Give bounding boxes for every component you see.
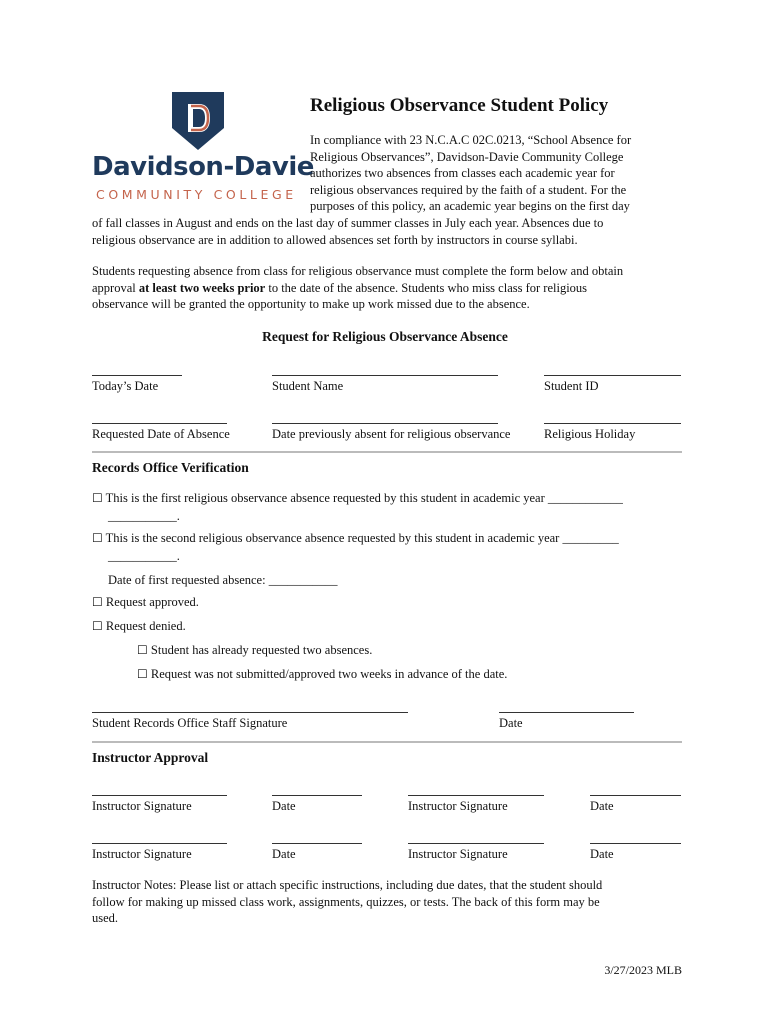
instructor-approval-heading: Instructor Approval [92,750,209,765]
student-name-field[interactable] [272,375,498,376]
two-weeks-emphasis: at least two weeks prior [138,280,266,295]
section-divider [92,741,682,743]
denied-reason-two-absences[interactable]: ☐ Student has already requested two absences. [137,643,373,657]
intro-line: Religious Observances”, Davidson-Davie Community College [310,149,624,164]
notes-line: used. [92,911,119,925]
intro-line: of fall classes in August and ends on the last day of summer classes in July each year. Absences due to [92,216,604,230]
instructions-line: approval at least two weeks prior to the date of the absence. Students who miss class for religious [92,280,588,295]
checkbox-icon[interactable]: ☐ [92,491,103,505]
intro-line: religious observance are in addition to allowed absences set forth by instructors in course syllabi. [92,232,578,247]
intro-line: authorizes two absences from classes each academic year for [310,166,615,180]
instructor-signature-field[interactable] [408,843,544,844]
religious-holiday-field[interactable] [544,423,681,424]
student-id-field[interactable] [544,375,681,376]
instructor-date-label: Date [590,799,614,813]
notes-line: follow for making up missed class work, assignments, quizzes, or tests. The back of this form may be [92,894,600,909]
religious-holiday-label: Religious Holiday [544,427,636,441]
shield-d-icon [172,92,224,150]
denied-reason-late-submission[interactable]: ☐ Request was not submitted/approved two weeks in advance of the date. [137,667,508,681]
todays-date-field[interactable] [92,375,182,376]
instructor-signature-field[interactable] [92,843,227,844]
student-id-label: Student ID [544,379,599,393]
instructor-signature-label: Instructor Signature [408,847,508,861]
request-approved-option[interactable]: ☐ Request approved. [92,595,199,609]
todays-date-label: Today’s Date [92,379,159,393]
instructor-date-field[interactable] [590,795,681,796]
student-name-label: Student Name [272,379,344,393]
form-title: Request for Religious Observance Absence [262,329,508,344]
date-first-absence-blank[interactable]: ___________ [268,573,338,587]
checkbox-icon[interactable]: ☐ [92,619,103,633]
footer-revision: 3/27/2023 MLB [604,963,682,977]
intro-line: purposes of this policy, an academic year begins on the first day [310,199,630,213]
instructions-line: Students requesting absence from class for religious observance must complete the form below and obtain [92,264,624,278]
instructor-date-field[interactable] [272,843,362,844]
staff-signature-field[interactable] [92,712,408,713]
second-absence-year-blank[interactable]: ___________. [108,549,180,563]
staff-date-field[interactable] [499,712,634,713]
logo-college-name: Davidson-Davie [92,152,314,182]
college-logo [92,92,314,204]
intro-paragraph-continued [92,215,682,248]
instructor-date-label: Date [272,799,296,813]
first-absence-year-blank[interactable]: ___________. [108,509,180,523]
instructor-notes [92,877,672,927]
logo-college-subtitle: COMMUNITY COLLEGE [96,187,297,202]
date-previously-absent-label: Date previously absent for religious observance [272,427,511,441]
requested-date-field[interactable] [92,423,227,424]
intro-line: religious observances required by the faith of a student. For the [310,182,627,197]
instructor-date-label: Date [272,847,296,861]
instructor-signature-label: Instructor Signature [92,799,192,813]
instructions-line: observance will be granted the opportunity to make up work missed due to the absence. [92,297,530,311]
staff-date-label: Date [499,716,523,730]
request-instructions [92,263,682,313]
date-previously-absent-field[interactable] [272,423,498,424]
second-absence-option[interactable]: ☐ This is the second religious observance absence requested by this student in academic year _________ [92,531,619,545]
request-denied-option[interactable]: ☐ Request denied. [92,619,186,633]
checkbox-icon[interactable]: ☐ [92,531,103,545]
records-office-heading: Records Office Verification [92,460,249,475]
instructor-signature-label: Instructor Signature [92,847,192,861]
instructor-date-field[interactable] [272,795,362,796]
checkbox-icon[interactable]: ☐ [137,643,148,657]
intro-paragraph [310,132,672,215]
date-first-absence: Date of first requested absence: ___________ [108,573,338,587]
notes-line: Instructor Notes: Please list or attach specific instructions, including due dates, that the student should [92,878,603,892]
instructor-date-field[interactable] [590,843,681,844]
page-title: Religious Observance Student Policy [310,95,609,116]
instructor-signature-label: Instructor Signature [408,799,508,813]
staff-signature-label: Student Records Office Staff Signature [92,716,288,730]
instructor-date-label: Date [590,847,614,861]
intro-line: In compliance with 23 N.C.A.C 02C.0213, “School Absence for [310,133,632,147]
first-absence-option[interactable]: ☐ This is the first religious observance absence requested by this student in academic year ____________ [92,491,623,505]
requested-date-label: Requested Date of Absence [92,427,230,441]
section-divider [92,451,682,453]
instructor-signature-field[interactable] [92,795,227,796]
instructor-signature-field[interactable] [408,795,544,796]
checkbox-icon[interactable]: ☐ [137,667,148,681]
checkbox-icon[interactable]: ☐ [92,595,103,609]
